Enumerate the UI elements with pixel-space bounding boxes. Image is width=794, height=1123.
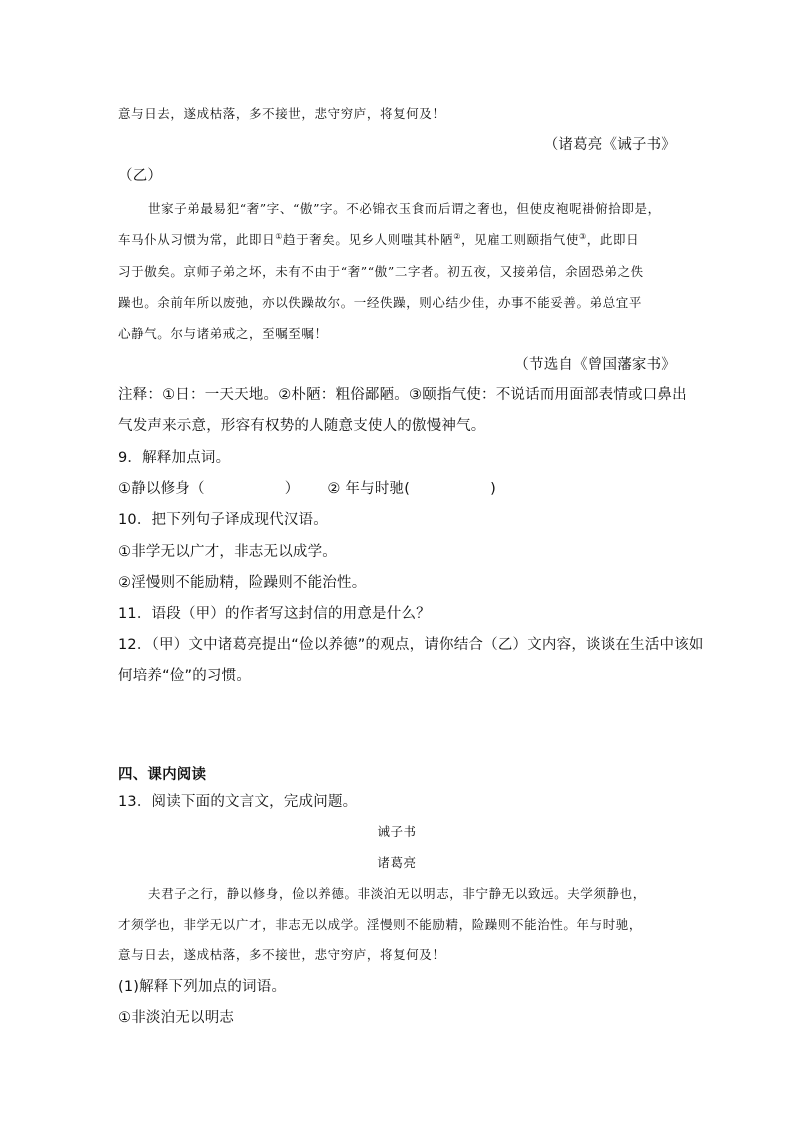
footnote-marker-1: ① [275,231,283,241]
question-10: 10．把下列句子译成现代汉语。 [118,512,328,528]
q9-item-a-label: ①静以修身（ [118,481,205,497]
question-13-sub-1: (1)解释下列加点的词语。 [118,979,287,995]
question-10-item-2: ②淫慢则不能励精，险躁则不能治性。 [118,575,367,591]
passage-b-line-2 [118,230,639,248]
question-10-item-1: ①非学无以广才，非志无以成学。 [118,544,337,560]
passage-b-line-4: 躁也。余前年所以废弛，亦以佚躁故尔。一经佚躁，则心结少佳，办事不能妥善。弟总宜平 [118,295,643,310]
q9-item-a-close: ） [284,481,300,497]
passage-b-line-5: 心静气。尔与诸弟戒之，至嘱至嘱！ [118,326,328,341]
question-13-sub-1-item-a: ①非淡泊无以明志 [118,1010,235,1026]
essay-title: 诫子书 [377,824,417,839]
question-9: 9．解释加点词。 [118,450,231,466]
passage-b-line-2-part-c: ，见雇工则颐指气使 [461,232,579,247]
passage-b-source: （节选自《曾国藩家书》 [514,357,676,373]
passage-b-line-1: 世家子弟最易犯“奢”字、“傲”字。不必锦衣玉食而后谓之奢也，但使皮袍呢褂俯拾即是， [148,201,661,216]
essay-line-3: 意与日去，遂成枯落，多不接世，悲守穷庐，将复何及！ [118,947,446,962]
footnote-marker-2: ② [453,231,462,241]
question-11: 11．语段（甲）的作者写这封信的用意是什么？ [118,606,431,622]
passage-a-tail: 意与日去，遂成枯落，多不接世，悲守穷庐，将复何及！ [118,106,446,121]
essay-line-2: 才须学也，非学无以广才，非志无以成学。淫慢则不能励精，险躁则不能治性。年与时驰， [118,917,643,932]
footnote-marker-3: ③ [578,231,587,241]
passage-a-source: （诸葛亮《诫子书》 [543,137,676,153]
question-12-line-1: 12．（甲）文中诸葛亮提出“俭以养德”的观点，请你结合（乙）文内容，谈谈在生活中该如 [118,637,704,653]
passage-b-line-2-part-a: 车马仆从习惯为常，此即日 [118,232,276,247]
q9-item-b-label: ② 年与时驰( [327,481,411,497]
question-13: 13．阅读下面的文言文，完成问题。 [118,794,358,810]
question-9-items [118,477,496,498]
passage-b-line-2-part-b: 趋于奢矣。见乡人则嗤其朴陋 [282,232,454,247]
notes-line-1: 注释：①日：一天天地。②朴陋：粗俗鄙陋。③颐指气使：不说话而用面部表情或口鼻出 [118,387,687,403]
passage-b-line-3: 习于傲矣。京师子弟之坏，未有不由于“奢”“傲”二字者。初五夜，又接弟信，余固恐弟之佚 [118,264,644,279]
passage-b-label: （乙） [118,168,163,184]
passage-b-line-2-part-d: ，此即日 [586,232,640,247]
section-4-heading: 四、课内阅读 [118,767,207,783]
notes-line-2: 气发声来示意，形容有权势的人随意支使人的傲慢神气。 [118,418,486,434]
essay-author: 诸葛亮 [377,855,417,870]
essay-line-1: 夫君子之行，静以修身，俭以养德。非淡泊无以明志，非宁静无以致远。夫学须静也， [148,886,646,901]
question-12-line-2: 何培养“俭”的习惯。 [118,668,252,684]
q9-item-b-close: ) [490,481,496,497]
